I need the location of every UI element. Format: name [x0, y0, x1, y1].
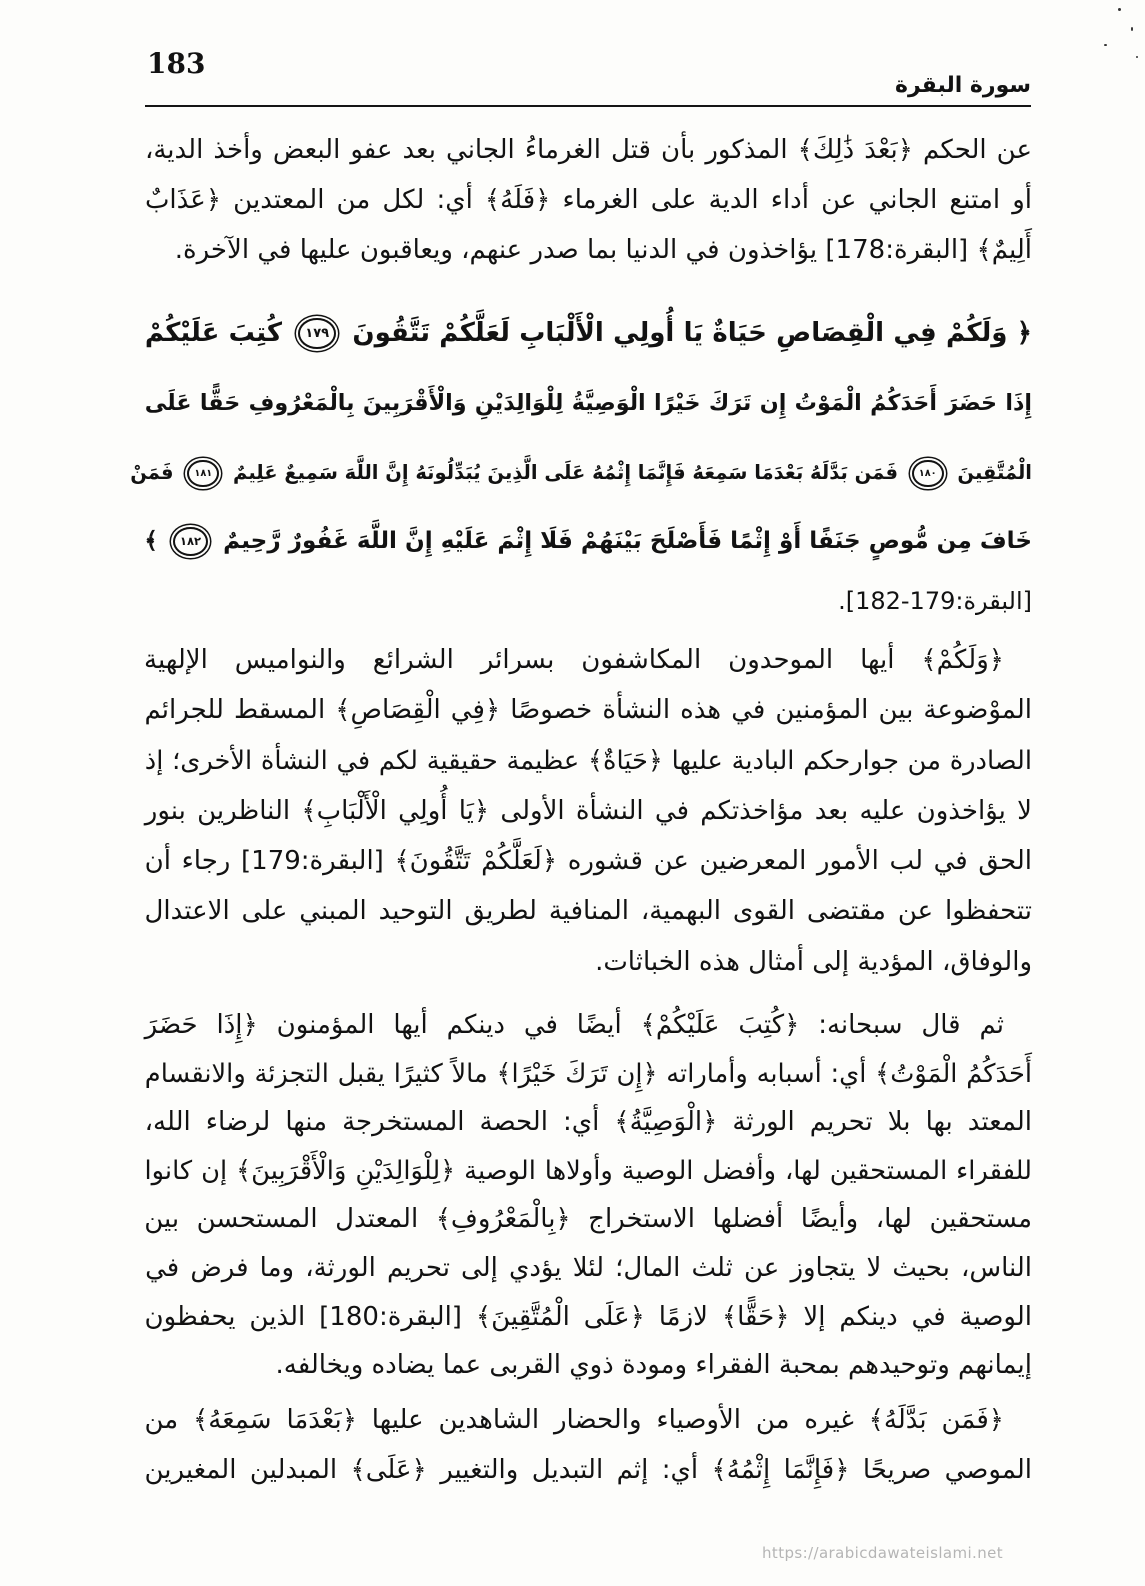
verse-segment: فَمَنْ [130, 461, 181, 484]
line-text: أَلِيمٌ﴾ [البقرة:178] يؤاخذون في الدنيا بما صدر عنهم، ويعاقبون عليها في الآخرة. [174, 235, 1032, 265]
verse-line [130, 434, 1032, 503]
surah-title: سورة البقرة [894, 73, 1031, 98]
paragraph-line [143, 1445, 1032, 1495]
verse-reference [143, 584, 1032, 618]
line-text: ﴿فَمَن بَدَّلَهُ﴾ غيره من الأوصياء والحضار الشاهدين عليها ﴿بَعْدَمَا سَمِعَهُ﴾ من [144, 1405, 1004, 1435]
commentary-paragraph [143, 1395, 1032, 1495]
line-text: لا يؤاخذون عليه بعد مؤاخذتكم في النشأة الأولى ﴿يَا أُولِي الْأَلْبَابِ﴾ الناظرين بنور [144, 795, 1032, 826]
verse-text [145, 369, 1032, 438]
paragraph-line [143, 836, 1032, 886]
verse-text [145, 299, 1032, 368]
paragraph-line [143, 1147, 1032, 1196]
paragraph-line [143, 1244, 1032, 1293]
reference-text: [البقرة:179-182]. [838, 587, 1032, 615]
paragraph-line [143, 786, 1032, 836]
verse-text [144, 507, 1032, 576]
header-divider [145, 105, 1031, 107]
line-text: الصادرة من جوارحكم البادية عليها ﴿حَيَاةٌ﴾ عظيمة حقيقية لكم في النشأة الأخرى؛ إذ [144, 745, 1032, 776]
line-text: الموصي صريحًا ﴿فَإِنَّمَا إِثْمُهُ﴾ أي: إثم التبديل والتغيير ﴿عَلَى﴾ المبدلين المغيرين [144, 1455, 1032, 1485]
line-text: للفقراء المستحقين لها، وأفضل الوصية وأولاها الوصية ﴿لِلْوَالِدَيْنِ وَالْأَقْرَبِينَ﴾ إن كانوا [144, 1155, 1032, 1186]
line-text: تتحفظوا عن مقتضى القوى البهمية، المنافية لطريق التوحيد المبني على الاعتدال [144, 896, 1032, 927]
verse-segment: الْمُتَّقِينَ [950, 461, 1032, 484]
paragraph-line [143, 736, 1032, 786]
line-text: إيمانهم وتوحيدهم بمحبة الفقراء ومودة ذوي القربى عما يضاده ويخالفه. [275, 1350, 1032, 1381]
ayah-number-marker: ١٨٠ [912, 460, 944, 488]
line-text: عن الحكم ﴿بَعْدَ ذَٰلِكَ﴾ المذكور بأن قتل الغرماءُ الجاني بعد عفو البعض وأخذ الدية، [144, 135, 1032, 165]
watermark-url: https://arabicdawateislami.net [762, 1544, 1004, 1562]
verse-segment: خَافَ مِن مُّوصٍ جَنَفًا أَوْ إِثْمًا فَأَصْلَحَ بَيْنَهُمْ فَلَا إِثْمَ عَلَيْهِ إِنَّ اللَّهَ غَفُورٌ رَّحِيمٌ [215, 528, 1032, 554]
verse-segment: ﴿ وَلَكُمْ فِي الْقِصَاصِ حَيَاةٌ يَا أُولِي الْأَلْبَابِ لَعَلَّكُمْ تَتَّقُونَ [343, 318, 1032, 348]
commentary-paragraph [143, 635, 1032, 987]
line-text: الموْضوعة بين المؤمنين في هذه النشأة خصوصًا ﴿فِي الْقِصَاصِ﴾ المسقط للجرائم [144, 695, 1032, 726]
paragraph-line [143, 1293, 1032, 1342]
line-text: والوفاق، المؤدية إلى أمثال هذه الخباثات. [595, 946, 1032, 977]
paragraph-line [143, 175, 1032, 225]
paragraph-line [143, 685, 1032, 735]
verse-line [143, 365, 1032, 434]
verse-segment: ﴾ [144, 528, 166, 554]
scan-speck [1118, 8, 1121, 11]
line-text: الناس، بحيث لا يتجاوز عن ثلث المال؛ لئلا يؤدي إلى تحريم الورثة، وما فرض في [145, 1252, 1032, 1283]
verse-line [143, 503, 1032, 572]
intro-paragraph [143, 125, 1032, 275]
ayah-number-marker: ١٨١ [187, 460, 219, 488]
commentary-paragraph [143, 1001, 1032, 1390]
paragraph-line [143, 1098, 1032, 1147]
paragraph-line [143, 1001, 1032, 1050]
scan-speck [1104, 44, 1107, 46]
verse-text [130, 438, 1032, 507]
line-text: الحق في لب الأمور المعرضين عن قشوره ﴿لَعَلَّكُمْ تَتَّقُونَ﴾ [البقرة:179] رجاء أن [144, 846, 1032, 877]
page-number: 183 [147, 47, 206, 80]
line-text: ﴿وَلَكُمْ﴾ أيها الموحدون المكاشفون بسرائر الشرائع والنواميس الإلهية [144, 645, 1004, 675]
quran-verses [130, 296, 1032, 572]
paragraph-line [143, 937, 1032, 987]
paragraph-line [143, 1395, 1032, 1445]
line-text: أَحَدَكُمُ الْمَوْتُ﴾ أي: أسبابه وأماراته ﴿إِن تَرَكَ خَيْرًا﴾ مالاً كثيرًا يقبل التجزئة والانقسام [144, 1058, 1032, 1089]
paragraph-line [143, 1341, 1032, 1390]
verse-segment: كُتِبَ عَلَيْكُمْ [144, 318, 292, 348]
scan-speck [1136, 56, 1138, 58]
line-text: المعتد بها بلا تحريم الورثة ﴿الْوَصِيَّةُ﴾ أي: الحصة المستخرجة منها لرضاء الله، [144, 1107, 1032, 1138]
paragraph-line [143, 125, 1032, 175]
verse-line [143, 296, 1032, 365]
line-text: الوصية في دينكم إلا ﴿حَقًّا﴾ لازمًا ﴿عَلَى الْمُتَّقِينَ﴾ [البقرة:180] الذين يحفظون [144, 1301, 1032, 1332]
ayah-number-marker: ١٨٢ [173, 527, 208, 557]
paragraph-line [143, 1195, 1032, 1244]
paragraph-line [143, 886, 1032, 936]
paragraph-line [143, 1050, 1032, 1099]
reference-line [143, 584, 1032, 618]
line-text: أو امتنع الجاني عن أداء الدية على الغرماء ﴿فَلَهُ﴾ أي: لكل من المعتدين ﴿عَذَابٌ [144, 185, 1032, 215]
line-text: ثم قال سبحانه: ﴿كُتِبَ عَلَيْكُمْ﴾ أيضًا في دينكم أيها المؤمنون ﴿إِذَا حَضَرَ [144, 1010, 1004, 1040]
paragraph-line [143, 225, 1032, 275]
paragraph-line [143, 635, 1032, 685]
ayah-number-marker: ١٧٩ [298, 318, 336, 349]
scan-speck [1131, 27, 1133, 31]
verse-segment: إِذَا حَضَرَ أَحَدَكُمُ الْمَوْتُ إِن تَرَكَ خَيْرًا الْوَصِيَّةُ لِلْوَالِدَيْنِ وَالْأَقْرَبِينَ بِالْمَعْرُوفِ حَقًّا عَلَى [144, 390, 1032, 416]
line-text: مستحقين لها، وأيضًا أفضلها الاستخراج ﴿بِالْمَعْرُوفِ﴾ المعتدل المستحسن بين [144, 1204, 1032, 1235]
verse-segment: فَمَن بَدَّلَهُ بَعْدَمَا سَمِعَهُ فَإِنَّمَا إِثْمُهُ عَلَى الَّذِينَ يُبَدِّلُونَهُ إِنَّ اللَّهَ سَمِيعٌ عَلِيمٌ [226, 461, 905, 484]
